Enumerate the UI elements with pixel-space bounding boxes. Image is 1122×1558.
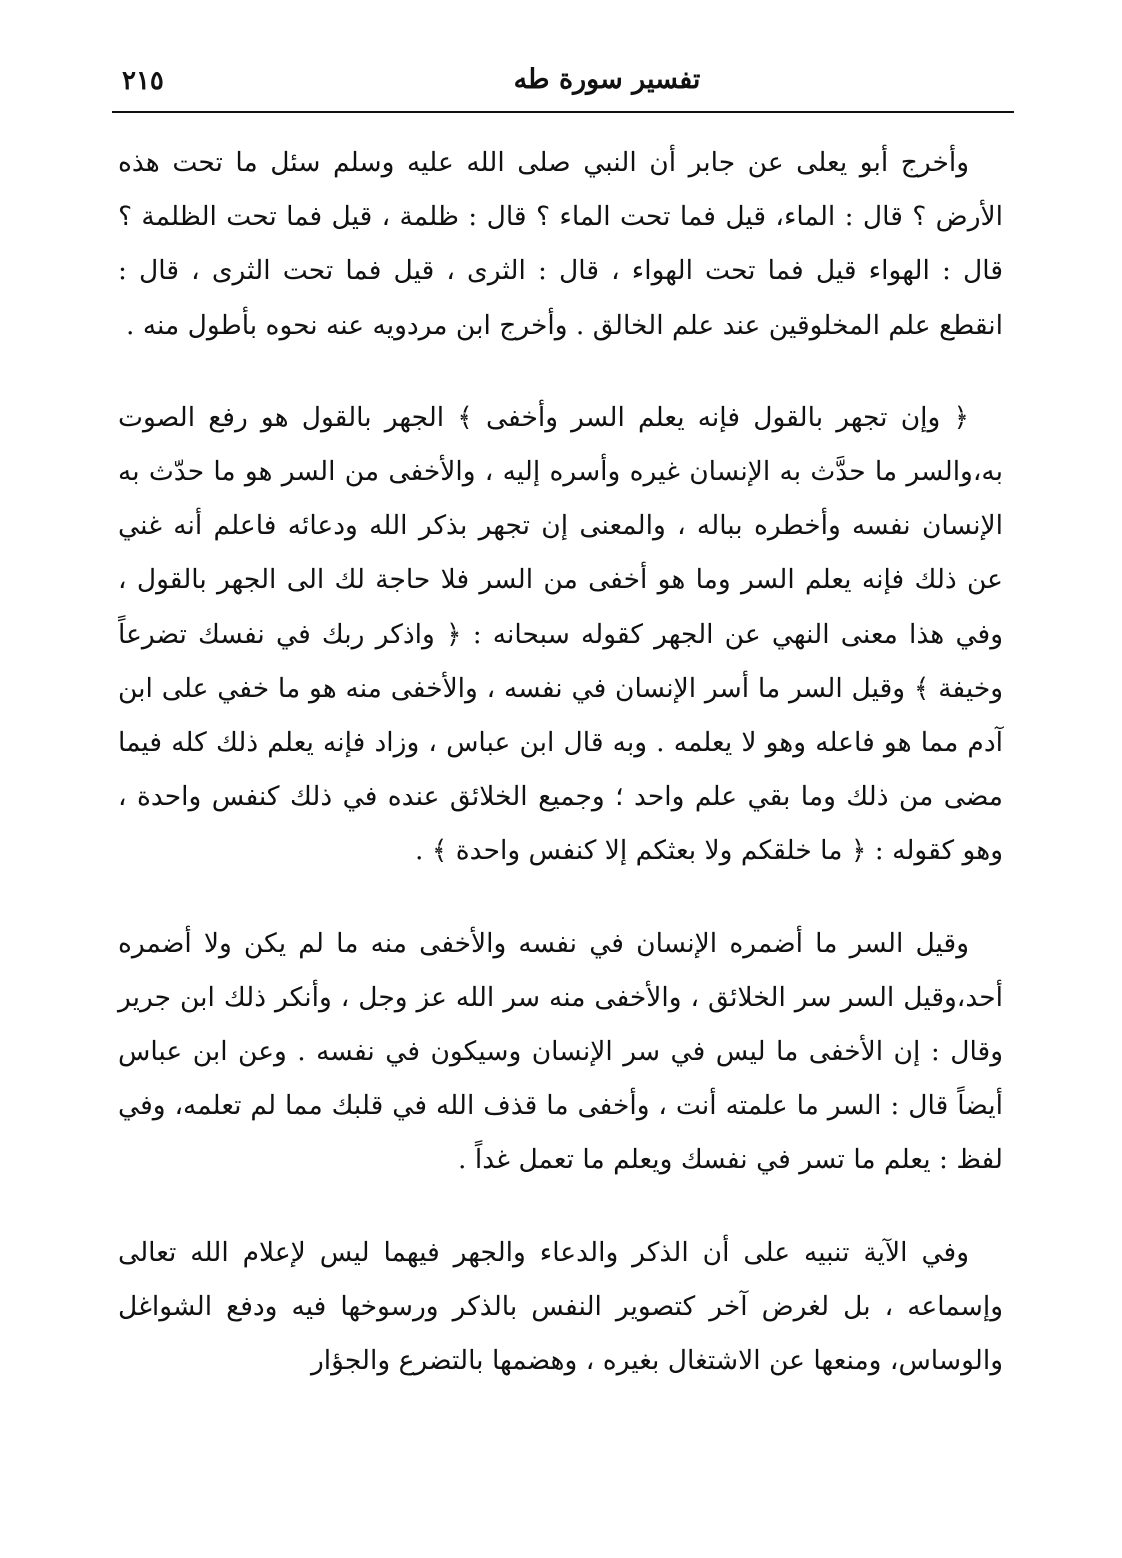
paragraph: وفي الآية تنبيه على أن الذكر والدعاء والجهر فيهما ليس لإعلام الله تعالى وإسماعه ، بل لغرض آخر كتصوير النفس بالذكر ورسوخها فيه ودفع الشواغل والوساس، ومنعها عن الاشتغال بغيره ، وهضمها بالتضرع والجؤار — [118, 1236, 1003, 1377]
page-number: ٢١٥ — [122, 66, 164, 96]
running-header — [110, 56, 1014, 108]
chapter-title: تفسير سورة طه — [513, 64, 701, 95]
paragraph: وأخرج أبو يعلى عن جابر أن النبي صلى الله عليه وسلم سئل ما تحت هذه الأرض ؟ قال : الماء، قيل فما تحت الماء ؟ قال : ظلمة ، قيل فما تحت الظلمة ؟ قال : الهواء قيل فما تحت الهواء ، قال : الثرى ، قيل فما تحت الثرى ، قال : انقطع علم المخلوقين عند علم الخالق . وأخرج ابن مردويه عنه نحوه بأطول منه . — [118, 147, 1003, 341]
paragraph: ﴿ وإن تجهر بالقول فإنه يعلم السر وأخفى ﴾ الجهر بالقول هو رفع الصوت به،والسر ما حدَّث به الإنسان غيره وأسره إليه ، والأخفى من السر هو ما حدّث به الإنسان نفسه وأخطره بباله ، والمعنى إن تجهر بذكر الله ودعائه فاعلم أنه غني عن ذلك فإنه يعلم السر وما هو أخفى من السر فلا حاجة لك الى الجهر بالقول ، وفي هذا معنى النهي عن الجهر كقوله سبحانه : ﴿ واذكر ربك في نفسك تضرعاً وخيفة ﴾ وقيل السر ما أسر الإنسان في نفسه ، والأخفى منه هو ما خفي على ابن آدم مما هو فاعله وهو لا يعلمه . وبه قال ابن عباس ، وزاد فإنه يعلم ذلك كله فيما مضى من ذلك وما بقي علم واحد ؛ وجميع الخلائق عنده في ذلك كنفس واحدة ، وهو كقوله : ﴿ ما خلقكم ولا بعثكم إلا كنفس واحدة ﴾ . — [118, 401, 1003, 867]
header-divider — [112, 111, 1014, 113]
paragraph: وقيل السر ما أضمره الإنسان في نفسه والأخفى منه ما لم يكن ولا أضمره أحد،وقيل السر سر الخلائق ، والأخفى منه سر الله عز وجل ، وأنكر ذلك ابن جرير وقال : إن الأخفى ما ليس في سر الإنسان وسيكون في نفسه . وعن ابن عباس أيضاً قال : السر ما علمته أنت ، وأخفى ما قذف الله في قلبك مما لم تعلمه، وفي لفظ : يعلم ما تسر في نفسك ويعلم ما تعمل غداً . — [118, 927, 1003, 1176]
page-body — [118, 136, 1003, 1388]
